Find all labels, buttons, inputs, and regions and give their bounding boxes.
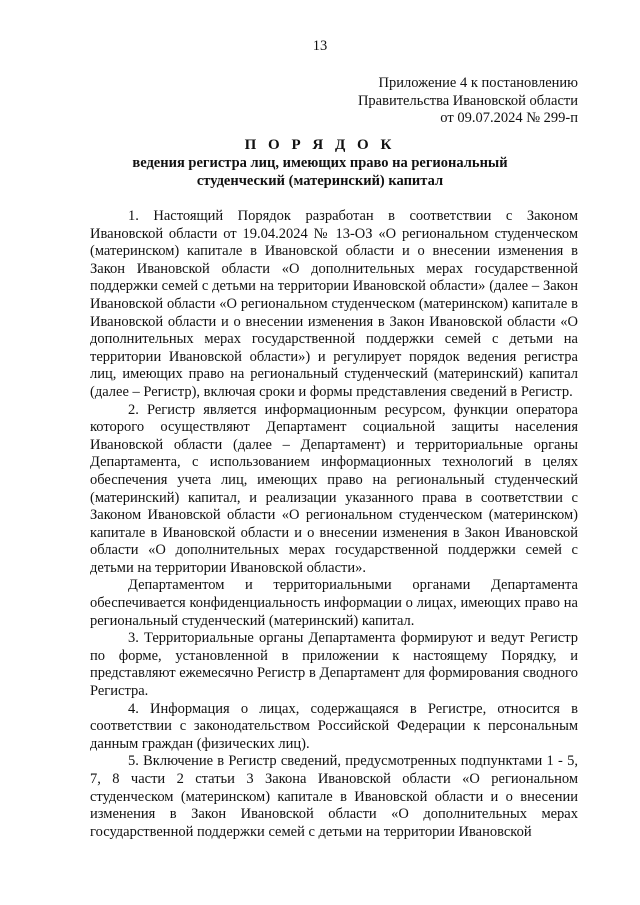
document-title: П О Р Я Д О К <box>244 137 396 153</box>
appendix-line: Приложение 4 к постановлению <box>378 75 578 91</box>
document-body <box>90 208 578 841</box>
paragraph-3: 3. Территориальные органы Департамента формируют и ведут Регистр по форме, установленной в приложении к настоящему Порядку, и представляют ежемесячно Регистр в Департамент для формирования сводного Регистра. <box>90 630 578 700</box>
subtitle-line: студенческий (материнский) капитал <box>196 172 444 189</box>
paragraph-2: 2. Регистр является информационным ресурсом, функции оператора которого осуществляют Департамент социальной защиты населения Ивановской области (далее – Департамент) и территориальные органы Департамента, с использованием информационных технологий в целях обеспечения учета лиц, имеющих право на региональный студенческий (материнский) капитал, и реализации указанного права в соответствии с Законом Ивановской области «О региональном студенческом (материнском) капитале в Ивановской области и о внесении изменения в Закон Ивановской области «О дополнительных мерах государственной поддержки семей с детьми на территории Ивановской области». <box>90 401 578 576</box>
paragraph-4: 4. Информация о лицах, содержащаяся в Регистре, относится в соответствии с законодательством Российской Федерации к персональным данным граждан (физических лиц). <box>90 700 578 752</box>
appendix-line: Правительства Ивановской области <box>357 92 578 109</box>
subtitle-line: ведения регистра лиц, имеющих право на региональный <box>132 155 508 171</box>
paragraph-2-continued: Департаментом и территориальными органами Департамента обеспечивается конфиденциальность информации о лицах, имеющих право на региональный студенческий (материнский) капитал. <box>90 577 578 629</box>
paragraph-1: 1. Настоящий Порядок разработан в соответствии с Законом Ивановской области от 19.04.2024 № 13-ОЗ «О региональном студенческом (материнском) капитале в Ивановской области и о внесении изменения в Закон Ивановской области «О дополнительных мерах государственной поддержки семей с детьми на территории Ивановской области» (далее – Закон Ивановской области «О региональном студенческом (материнском) капитале в Ивановской области и о внесении изменения в Закон Ивановской области «О дополнительных мерах государственной поддержки семей с детьми на территории Ивановской области») и регулирует порядок ведения регистра лиц, имеющих право на региональный студенческий (материнский) капитал (далее – Регистр), включая сроки и формы представления сведений в Регистр. <box>90 208 578 400</box>
document-subtitle <box>0 155 640 190</box>
appendix-note <box>358 75 578 128</box>
paragraph-5: 5. Включение в Регистр сведений, предусмотренных подпунктами 1 - 5, 7, 8 части 2 статьи 3 Закона Ивановской области «О региональном студенческом (материнском) капитале в Ивановской области и о внесении изменения в Закон Ивановской области «О дополнительных мерах государственной поддержки семей с детьми на территории Ивановской <box>90 753 578 840</box>
page-number: 13 <box>312 38 328 54</box>
appendix-line: от 09.07.2024 № 299-п <box>440 110 578 126</box>
